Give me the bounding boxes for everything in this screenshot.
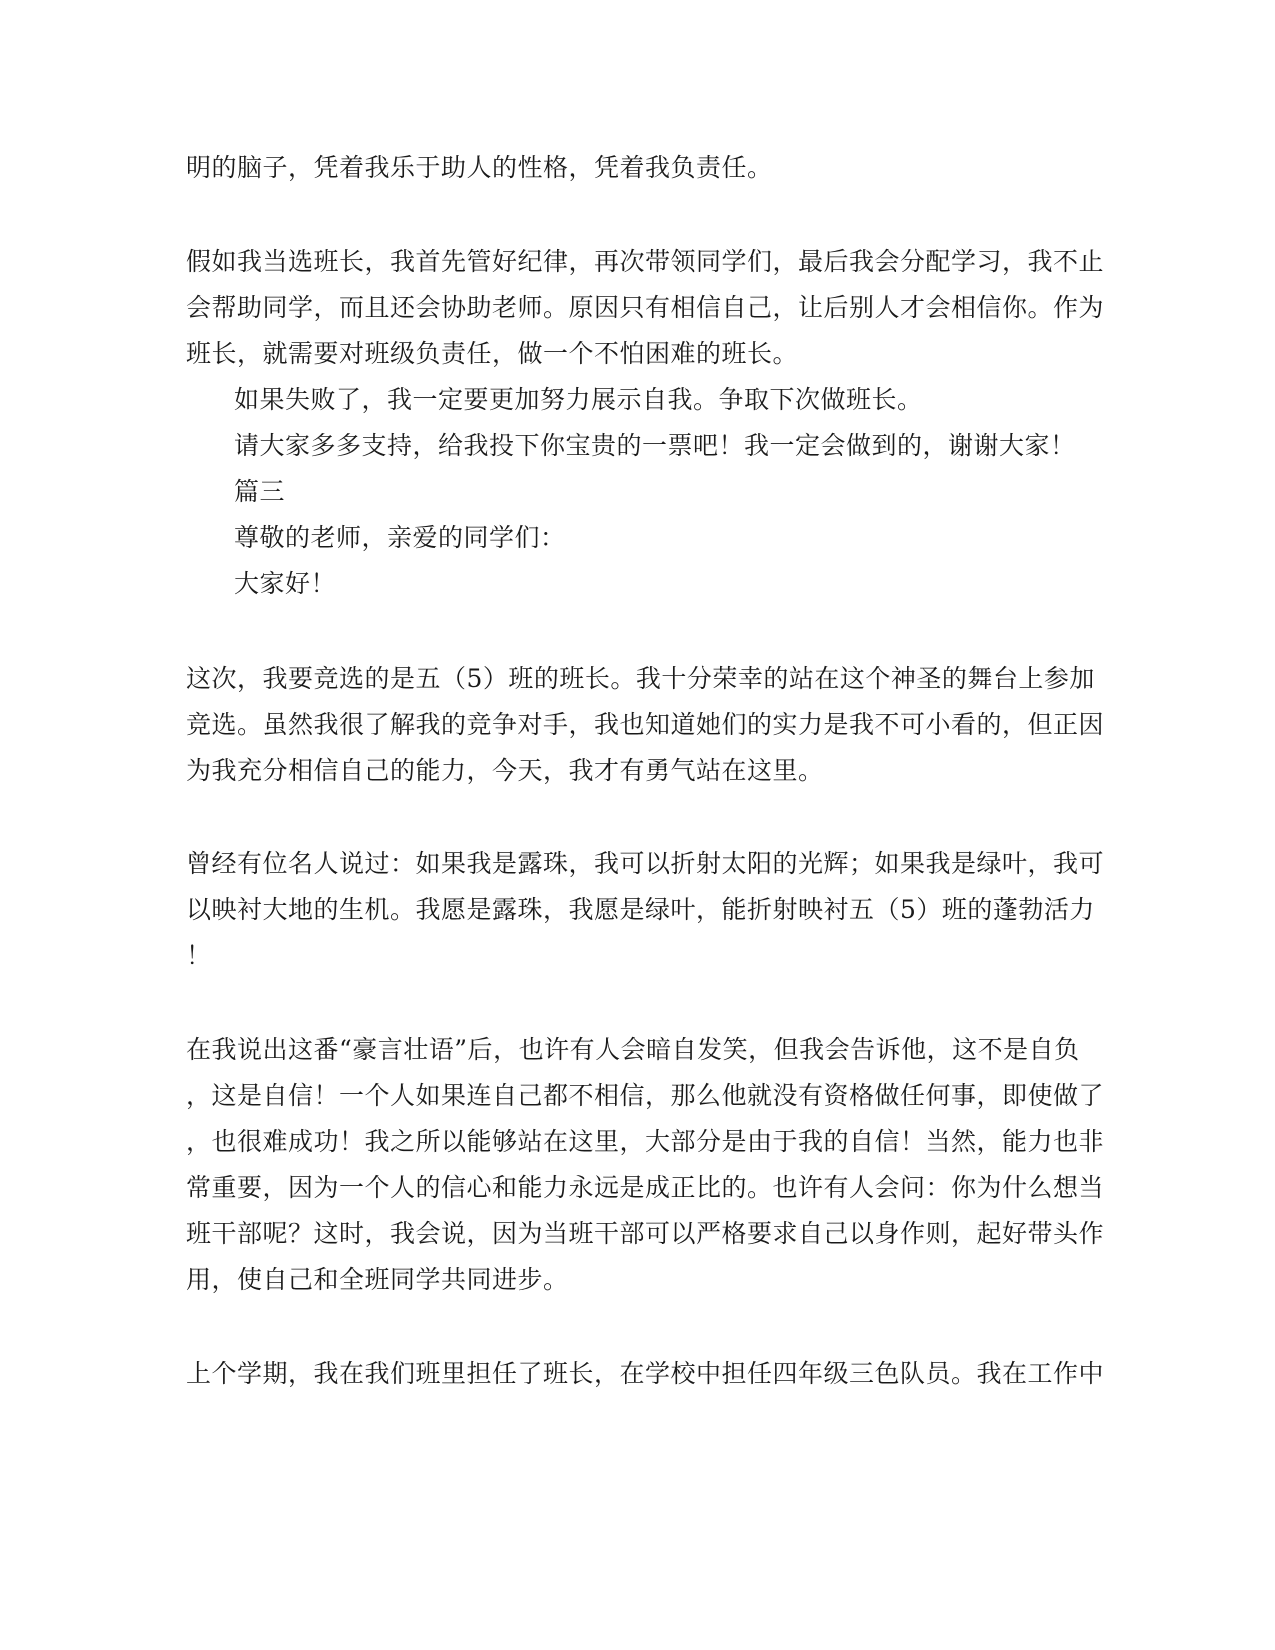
text-line: 常重要，因为一个人的信心和能力永远是成正比的。也许有人会问：你为什么想当 xyxy=(186,1173,1105,1202)
text-line: 假如我当选班长，我首先管好纪律，再次带领同学们，最后我会分配学习，我不止 xyxy=(186,247,1105,276)
text-line: 以映衬大地的生机。我愿是露珠，我愿是绿叶，能折射映衬五（5）班的蓬勃活力 xyxy=(186,895,1095,924)
text-line: 用，使自己和全班同学共同进步。 xyxy=(186,1265,569,1294)
greeting: 大家好！ xyxy=(234,569,337,598)
text-line: 在我说出这番“豪言壮语”后，也许有人会暗自发笑，但我会告诉他，这不是自负 xyxy=(186,1035,1080,1064)
text-line: ，这是自信！一个人如果连自己都不相信，那么他就没有资格做任何事，即使做了 xyxy=(186,1081,1105,1110)
text-line: 班干部呢？这时，我会说，因为当班干部可以严格要求自己以身作则，起好带头作 xyxy=(186,1219,1105,1248)
text-line: 上个学期，我在我们班里担任了班长，在学校中担任四年级三色队员。我在工作中 xyxy=(186,1359,1105,1388)
text-line: 曾经有位名人说过：如果我是露珠，我可以折射太阳的光辉；如果我是绿叶，我可 xyxy=(186,849,1105,878)
text-line: 这次，我要竞选的是五（5）班的班长。我十分荣幸的站在这个神圣的舞台上参加 xyxy=(186,664,1095,693)
text-line: 明的脑子，凭着我乐于助人的性格，凭着我负责任。 xyxy=(186,153,773,182)
text-line: 请大家多多支持，给我投下你宝贵的一票吧！我一定会做到的，谢谢大家！ xyxy=(234,431,1076,460)
text-line: ！ xyxy=(186,941,212,970)
text-line: 竞选。虽然我很了解我的竞争对手，我也知道她们的实力是我不可小看的，但正因 xyxy=(186,710,1105,739)
text-line: ，也很难成功！我之所以能够站在这里，大部分是由于我的自信！当然，能力也非 xyxy=(186,1127,1105,1156)
text-line: 班长，就需要对班级负责任，做一个不怕困难的班长。 xyxy=(186,339,799,368)
salutation: 尊敬的老师，亲爱的同学们： xyxy=(234,523,566,552)
text-line: 为我充分相信自己的能力，今天，我才有勇气站在这里。 xyxy=(186,756,824,785)
text-line: 如果失败了，我一定要更加努力展示自我。争取下次做班长。 xyxy=(234,385,923,414)
text-line: 会帮助同学，而且还会协助老师。原因只有相信自己，让后别人才会相信你。作为 xyxy=(186,293,1105,322)
section-heading: 篇三 xyxy=(234,477,286,506)
